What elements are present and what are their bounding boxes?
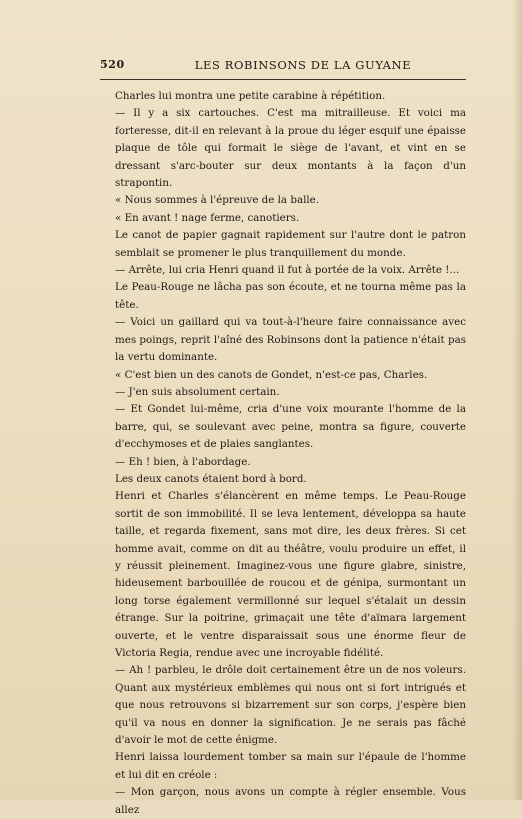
header-rule xyxy=(100,79,466,80)
paragraph: Les deux canots étaient bord à bord. xyxy=(115,472,307,485)
paragraph: — Arrête, lui cria Henri quand il fut à portée de la voix. Arrête !... xyxy=(115,264,460,277)
paragraph: — Mon garçon, nous avons un compte à régler ensemble. Vous allez xyxy=(115,786,466,816)
paragraph: Henri et Charles s'élancèrent en même temps. Le Peau-Rouge sortit de son immobilité. Il se leva lentement, développa sa haute taille, et regarda fixement, sans mot dire, les deux frères. Si cet homme avait, comme on dit au théâtre, voulu produire un effet, il y réussit pleinement. Imaginez-vous une figure glabre, sinistre, hideusement barbouillée de roucou et de génipa, surmontant un long torse également vermillonné sur lequel s'étalait un dessin étrange. Sur la poitrine, grimaçait une tête d'aïmara largement ouverte, et le ventre disparaissait sous une énorme fleur de Victoria Regia, rendue avec une incroyable fidélité. xyxy=(115,490,466,659)
paragraph: — J'en suis absolument certain. xyxy=(115,385,280,398)
paragraph: — Eh ! bien, à l'abordage. xyxy=(115,455,251,468)
page-header xyxy=(100,56,466,76)
paragraph: — Ah ! parbleu, le drôle doit certainement être un de nos voleurs. Quant aux mystérieux emblèmes qui nous ont si fort intrigués et que nous retrouvons si bizarrement sur son corps, j'espère bien qu'il va nous en donner la signification. Je ne serais pas fâché d'avoir le mot de cette énigme. xyxy=(115,664,466,747)
page-edge-shadow xyxy=(512,0,522,800)
body-text xyxy=(115,88,466,819)
paragraph: « C'est bien un des canots de Gondet, n'est-ce pas, Charles. xyxy=(115,368,428,381)
running-title: LES ROBINSONS DE LA GUYANE xyxy=(194,58,412,72)
paragraph: « Nous sommes à l'épreuve de la balle. xyxy=(115,194,320,207)
paragraph: — Et Gondet lui-même, cria d'une voix mourante l'homme de la barre, qui, se soulevant avec peine, montra sa figure, couverte d'ecchymoses et de plaies sanglantes. xyxy=(115,403,466,451)
page-number: 520 xyxy=(100,58,125,71)
paragraph: — Il y a six cartouches. C'est ma mitrailleuse. Et voici ma forteresse, dit-il en relevant à la proue du léger esquif une épaisse plaque de tôle qui formait le siège de l'avant, et vint en se dressant s'arc-bouter sur deux montants à la façon d'un strapontin. xyxy=(115,107,466,190)
paragraph: Charles lui montra une petite carabine à répétition. xyxy=(115,90,386,102)
paragraph: Le Peau-Rouge ne lâcha pas son écoute, et ne tourna même pas la tête. xyxy=(115,281,466,311)
paragraph: Henri laissa lourdement tomber sa main sur l'épaule de l'homme et lui dit en créole : xyxy=(115,751,466,781)
paragraph: — Voici un gaillard qui va tout-à-l'heure faire connaissance avec mes poings, reprit l'aîné des Robinsons dont la patience n'était pas la vertu dominante. xyxy=(115,316,466,364)
paragraph: Le canot de papier gagnait rapidement sur l'autre dont le patron semblait se promener le plus tranquillement du monde. xyxy=(115,229,466,259)
paragraph: « En avant ! nage ferme, canotiers. xyxy=(115,211,300,224)
